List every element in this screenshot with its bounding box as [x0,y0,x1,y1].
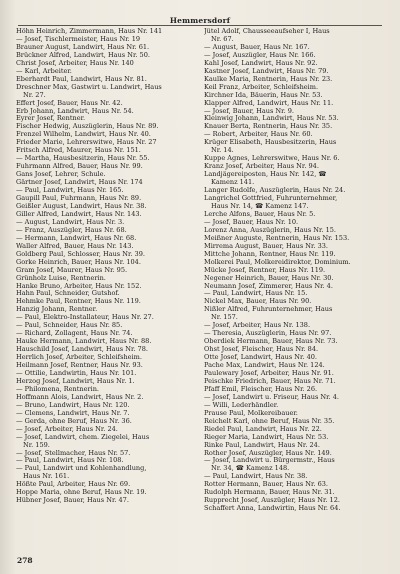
directory-entry: Hoffmann Alois, Landwirt, Haus Nr. 2. [16,392,144,401]
directory-entry: — Paul, Schneider, Haus Nr. 85. [16,321,123,330]
directory-entry: Effert Josef, Bauer, Haus Nr. 42. [16,98,123,107]
directory-entry: Hoppe Maria, ohne Beruf, Haus Nr. 19. [16,488,147,497]
directory-entry: Haus Nr. 161. [23,472,70,481]
directory-entry: Negener Heinrich, Bauer, Haus Nr. 30. [204,273,334,282]
directory-entry: — Josef, Bauer, Haus Nr. 10. [204,217,299,226]
directory-entry: Rudolph Hermann, Bauer, Haus Nr. 31. [204,488,335,497]
directory-entry: — Philomena, Rentnerin. [16,384,100,393]
directory-entry: Peischke Friedrich, Bauer, Haus Nr. 71. [204,376,336,385]
directory-entry: Kirchner Ida, Bäuerin, Haus Nr. 53. [204,90,323,99]
directory-entry: Oberdiek Hermann, Bauer, Haus Nr. 73. [204,337,338,346]
directory-entry: — Clemens, Landwirt, Haus Nr. 7. [16,408,130,417]
directory-entry: — Josef, Arbeiter, Haus Nr. 138. [204,321,311,330]
directory-entry: Gans Josef, Lehrer, Schule. [16,170,106,179]
directory-entry: Lerche Alfons, Bauer, Haus Nr. 5. [204,209,316,218]
directory-entry: — August, Landwirt, Haus Nr. 3. [16,217,125,226]
directory-entry: — Josef, Auszügler, Haus Nr. 166. [204,50,316,59]
directory-entry: — Josef, Bauer, Haus Nr. 9. [204,106,294,115]
directory-entry: Hehmke Paul, Rentner, Haus Nr. 119. [16,297,141,306]
directory-entry: — Paul, Landwirt und Kohlenhandlung, [16,464,147,473]
directory-entry: Ohst Josef, Fleischer, Haus Nr. 84. [204,345,319,354]
directory-entry: Riedel Paul, Landwirt, Haus Nr. 22. [204,424,322,433]
directory-entry: Hauschild Josef, Landwirt, Haus Nr. 78. [16,345,148,354]
directory-entry: Kahl Josef, Landwirt, Haus Nr. 92. [204,58,318,67]
directory-entry: Landjägereiposten, Haus Nr. 142, ☎ [204,170,327,179]
directory-entry: Mittche Johann, Rentner, Haus Nr. 119. [204,249,336,258]
directory-entry: Hanzig Johann, Rentner. [16,305,98,314]
directory-entry: Waller Alfred, Bauer, Haus Nr. 143. [16,241,134,250]
directory-entry: Herzog Josef, Landwirt, Haus Nr. 1. [16,376,135,385]
directory-entry: Schaffert Anna, Landwirtin, Haus Nr. 64. [204,504,341,513]
directory-entry: Langrichel Gottfried, Fuhrunternehmer, [204,194,338,203]
directory-entry: Giller Alfred, Landwirt, Haus Nr. 143. [16,209,142,218]
directory-entry: Gärtner Josef, Landwirt, Haus Nr. 174 [16,178,143,187]
directory-entry: Kleinwig Johann, Landwirt, Haus Nr. 53. [204,114,339,123]
directory-entry: Brauner August, Landwirt, Haus Nr. 61. [16,42,150,51]
directory-entry: — Josef, Landwirt u. Friseur, Haus Nr. 4. [204,392,339,401]
directory-entry: Paulewary Josef, Arbeiter, Haus Nr. 91. [204,368,334,377]
right-column [204,28,382,513]
directory-entry: Krüger Elisabeth, Hausbesitzerin, Haus [204,138,337,147]
directory-entry: Klapper Alfred, Landwirt, Haus Nr. 11. [204,98,334,107]
directory-entry: — Gerda, ohne Beruf, Haus Nr. 36. [16,416,132,425]
directory-entry: — Willi, Lederhändler. [204,400,279,409]
directory-entry: — Bruno, Landwirt, Haus Nr. 120. [16,400,130,409]
directory-entry: — Josef, Landwirt, chem. Ziegelei, Haus [16,432,150,441]
page-number: 278 [17,556,33,565]
directory-entry: Fuhrmann Alfred, Bauer, Haus Nr. 99. [16,162,143,171]
directory-entry: Prause Paul, Molkereibauer. [204,408,298,417]
directory-entry: — Hermann, Landwirt, Haus Nr. 68. [16,233,137,242]
directory-entry: Geißler August, Landwirt, Haus Nr. 38. [16,201,147,210]
directory-entry: Nr. 159. [23,440,50,449]
directory-entry: Gaupill Paul, Fuhrmann, Haus Nr. 89. [16,194,142,203]
directory-entry: — Paul, Elektro-Installateur, Haus Nr. 27. [16,313,154,322]
directory-entry: Jütel Adolf, Chausseeaufseher I, Haus [204,28,330,35]
directory-entry: Neumann Josef, Zimmerer, Haus Nr. 4. [204,281,333,290]
directory-entry: Mirrema August, Bauer, Haus Nr. 33. [204,241,328,250]
directory-entry: — Paul, Landwirt, Haus Nr. 38. [204,472,308,481]
directory-entry: Nr. 34, ☎ Kamenz 148. [211,464,290,473]
directory-entry: Kuppe Agnes, Lehrerswitwe, Haus Nr. 6. [204,154,340,163]
directory-entry: Christ Josef, Arbeiter, Haus Nr. 140 [16,58,134,67]
directory-entry: Fritsch Alfred, Maurer, Haus Nr. 151. [16,146,141,155]
directory-entry: Gorke Heinrich, Bauer, Haus Nr. 104. [16,257,141,266]
directory-entry: Goldberg Paul, Schlosser, Haus Nr. 39. [16,249,145,258]
directory-entry: Hößte Paul, Arbeiter, Haus Nr. 69. [16,480,131,489]
directory-entry: Mücke Josef, Rentner, Haus Nr. 119. [204,265,326,274]
directory-entry: — August, Bauer, Haus Nr. 167. [204,42,310,51]
directory-entry: Kamenz 141. [211,178,255,187]
directory-entry: Molkerei Paul, Molkereidirektor, Dominium. [204,257,351,266]
directory-entry: Meißner Auguste, Rentnerin, Haus Nr. 153. [204,233,350,242]
directory-entry: Nr. 67. [211,34,234,43]
directory-entry: Rother Josef, Auszügler, Haus Nr. 149. [204,448,332,457]
directory-entry: Höhn Heinrich, Zimmermann, Haus Nr. 141 [16,28,163,35]
directory-entry: Knauer Berta, Rentnerin, Haus Nr. 35. [204,122,333,131]
directory-entry: Frenzel Wilhelm, Landwirt, Haus Nr. 40. [16,130,151,139]
directory-entry: Langer Rudolfe, Auszüglerin, Haus Nr. 24. [204,186,346,195]
directory-entry: Gram Josef, Maurer, Haus Nr. 95. [16,265,128,274]
directory-entry: Nickel Max, Bauer, Haus Nr. 90. [204,297,312,306]
directory-entry: Frieder Marie, Lehrerswitwe, Haus Nr. 27 [16,138,157,147]
directory-entry: Lorenz Anna, Auszüglerin, Haus Nr. 15. [204,225,336,234]
directory-entry: — Josef, Tischlermeister, Haus Nr. 19 [16,34,141,43]
directory-entry: Heilmann Josef, Rentner, Haus Nr. 93. [16,361,143,370]
directory-entry: Hahn Paul, Schneider, Gutshof. [16,289,120,298]
directory-entry: Rotter Hermann, Bauer, Haus Nr. 63. [204,480,328,489]
directory-entry: Eberhardt Paul, Landwirt, Haus Nr. 81. [16,74,147,83]
directory-entry: Kaulke Maria, Rentnerin, Haus Nr. 23. [204,74,333,83]
directory-entry: Erb Johann, Landwirt, Haus Nr. 54. [16,106,134,115]
directory-entry: — Theresia, Auszüglerin, Haus Nr. 97. [204,329,332,338]
directory-entry: Hauke Hermann, Landwirt, Haus Nr. 88. [16,337,152,346]
directory-entry: Nr. 27. [23,90,46,99]
directory-entry: Nr. 157. [211,313,238,322]
directory-entry: Hanke Bruno, Arbeiter, Haus Nr. 152. [16,281,142,290]
directory-entry: Nr. 14. [211,146,234,155]
directory-entry: Rieger Maria, Landwirt, Haus Nr. 53. [204,432,329,441]
directory-entry: Kranz Josef, Arbeiter, Haus Nr. 94. [204,162,319,171]
directory-entry: Rupprecht Josef, Auszügler, Haus Nr. 12. [204,496,340,505]
directory-entry: Dreschner Max, Gastwirt u. Landwirt, Haus [16,82,162,91]
directory-entry: — Martha, Hausbesitzerin, Haus Nr. 55. [16,154,150,163]
directory-entry: Pfaff Emil, Fleischer, Haus Nr. 26. [204,384,318,393]
directory-entry: — Josef, Arbeiter, Haus Nr. 24. [16,424,118,433]
directory-entry: Brückner Alfred, Landwirt, Haus Nr. 50. [16,50,150,59]
directory-entry: Nißler Alfred, Fuhrunternehmer, Haus [204,305,333,314]
directory-entry: Haus Nr. 14, ☎ Kamenz 147. [211,201,309,210]
directory-entry: Fischer Hedwig, Auszüglerin, Haus Nr. 89. [16,122,159,131]
directory-entry: — Paul, Landwirt, Haus Nr. 15. [204,289,308,298]
directory-entry: Reichelt Karl, ohne Beruf, Haus Nr. 35. [204,416,335,425]
directory-entry: Otte Josef, Landwirt, Haus Nr. 40. [204,353,317,362]
directory-entry: — Robert, Arbeiter, Haus Nr. 60. [204,130,313,139]
directory-entry: — Ottilie, Landwirtin, Haus Nr. 101. [16,368,137,377]
directory-entry: Herrlich Josef, Arbeiter, Schleifsheim. [16,353,142,362]
directory-entry: Pache Max, Landwirt, Haus Nr. 124. [204,361,325,370]
directory-entry: — Josef, Landwirt u. Bürgermstr., Haus [204,456,335,465]
directory-entry: — Franz, Auszügler, Haus Nr. 68. [16,225,127,234]
left-column [16,28,194,505]
directory-entry: Keil Franz, Arbeiter, Schleifsheim. [204,82,319,91]
directory-entry: — Josef, Stellmacher, Haus Nr. 57. [16,448,131,457]
directory-entry: Rinke Paul, Landwirt, Haus Nr. 24. [204,440,320,449]
directory-entry: — Richard, Zollagent, Haus Nr. 74. [16,329,133,338]
page-header: Hemmersdorf [0,16,400,25]
directory-entry: Grünholz Luise, Rentnerin. [16,273,106,282]
directory-entry: Eyrer Josef, Rentner. [16,114,86,123]
directory-entry: Kastner Josef, Landwirt, Haus Nr. 79. [204,66,329,75]
directory-entry: — Karl, Arbeiter. [16,66,72,75]
directory-entry: Hübner Josef, Bauer, Haus Nr. 47. [16,496,129,505]
directory-entry: — Paul, Landwirt, Haus Nr. 165. [16,186,124,195]
directory-entry: — Paul, Landwirt, Haus Nr. 108. [16,456,124,465]
